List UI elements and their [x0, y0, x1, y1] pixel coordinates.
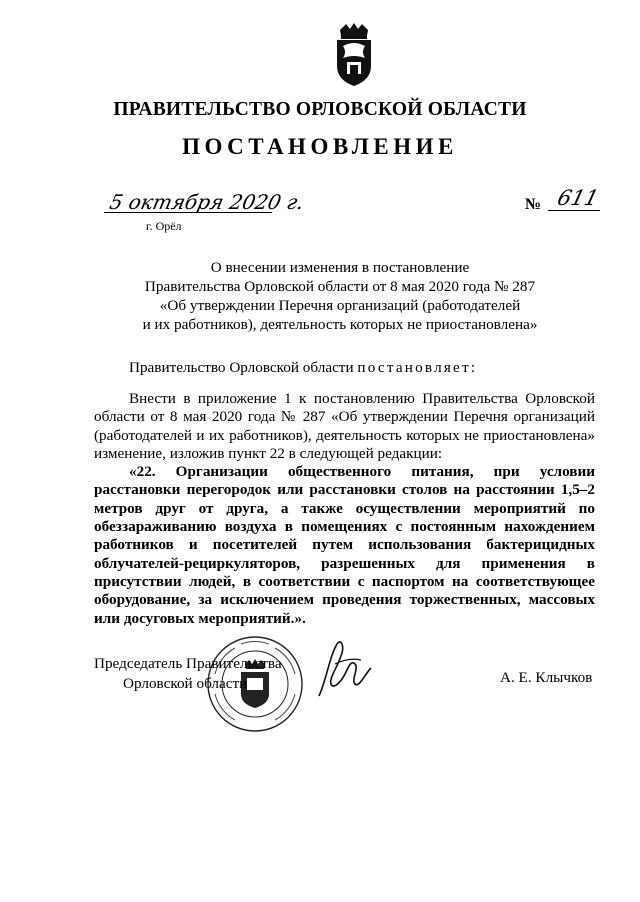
date-underline — [104, 212, 272, 213]
document-date — [104, 190, 307, 216]
decree-phrase — [129, 359, 477, 377]
quoted-clause: «22. Организации общественного питания, при условии расстановки перегородок или расстановки столов на расстоянии 1,5–2 метров друг от друга, а также осуществлении мероприятий по обеззараживанию воздуха в помещениях с постоянным нахождением работников и посетителей путем использования бактерицидных облучателей-рециркуляторов, разрешенных для применения в присутствии людей, в соответствии с паспортом на соответствующее оборудование, за исключением проведения торжественных, массовых или досуговых мероприятий.». — [94, 463, 595, 627]
document-type: ПОСТАНОВЛЕНИЕ — [182, 134, 458, 159]
decree-prefix: Правительство Орловской области — [129, 359, 354, 376]
subject-line: «Об утверждении Перечня организаций (работодателей — [159, 297, 521, 314]
city: г. Орёл — [146, 219, 182, 233]
document-body — [94, 390, 595, 628]
handwritten-date: 5 октября 2020 г. — [107, 190, 307, 214]
document-number — [548, 186, 600, 214]
handwritten-number: 611 — [555, 186, 602, 210]
number-label: № — [525, 196, 542, 213]
document-subject — [0, 258, 640, 334]
signatory-title — [94, 654, 282, 693]
signatory-name: А. Е. Клычков — [500, 669, 593, 686]
body-paragraph: Внести в приложение 1 к постановлению Правительства Орловской области от 8 мая 2020 года № 287 «Об утверждении Перечня организаций (работодателей и их работников), деятельность которых не приостановлена» изменение, изложив пункт 22 в следующей редакции: — [94, 390, 595, 462]
coat-of-arms-icon — [329, 22, 379, 88]
signatory-title-line: Председатель Правительства — [94, 655, 282, 672]
organization-title: ПРАВИТЕЛЬСТВО ОРЛОВСКОЙ ОБЛАСТИ — [113, 99, 527, 120]
subject-line: О внесении изменения в постановление — [210, 259, 470, 276]
decree-verb: постановляет: — [357, 359, 478, 376]
handwritten-signature-icon — [315, 638, 375, 700]
number-underline — [548, 210, 600, 211]
subject-line: Правительства Орловской области от 8 мая 2020 года № 287 — [144, 278, 536, 295]
signatory-title-line: Орловской области — [123, 674, 248, 692]
subject-line: и их работников), деятельность которых не приостановлена» — [142, 316, 538, 333]
